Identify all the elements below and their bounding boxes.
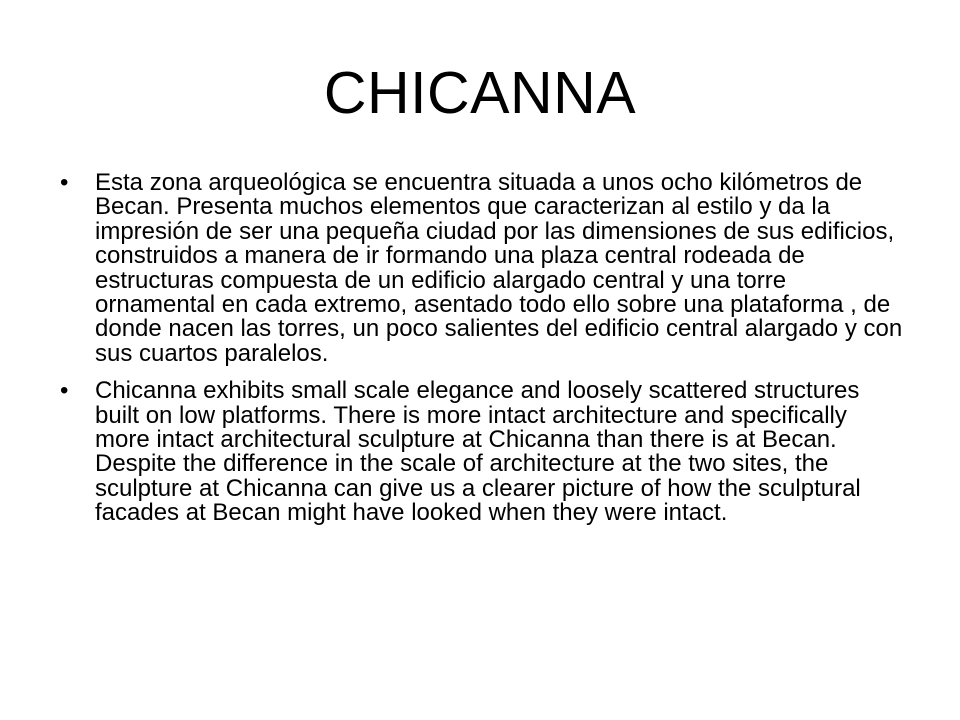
bullet-item-english: [58, 379, 908, 525]
bullet-text-spanish: Esta zona arqueológica se encuentra situada a unos ocho kilómetros de Becan. Presenta muchos elementos que caracterizan al estilo y da la impresión de ser una pequeña ciudad por las dimensiones de sus edificios, construidos a manera de ir formando una plaza central rodeada de estructuras compuesta de un edificio alargado central y una torre ornamental en cada extremo, asentado todo ello sobre una plataforma , de donde nacen las torres, un poco salientes del edificio central alargado y con sus cuartos paralelos.: [95, 169, 903, 367]
bullet-list: [58, 171, 908, 539]
slide-title: CHICANNA: [323, 60, 637, 126]
bullet-marker: •: [60, 377, 69, 405]
bullet-text-english: Chicanna exhibits small scale elegance and loosely scattered structures built on low platforms. There is more intact architecture and specifically more intact architectural sculpture at Chicanna than there is at Becan. Despite the difference in the scale of architecture at the two sites, the sculpture at Chicanna can give us a clearer picture of how the sculptural facades at Becan might have looked when they were intact.: [95, 377, 861, 527]
bullet-marker: •: [60, 169, 69, 196]
bullet-item-spanish: [58, 171, 908, 366]
